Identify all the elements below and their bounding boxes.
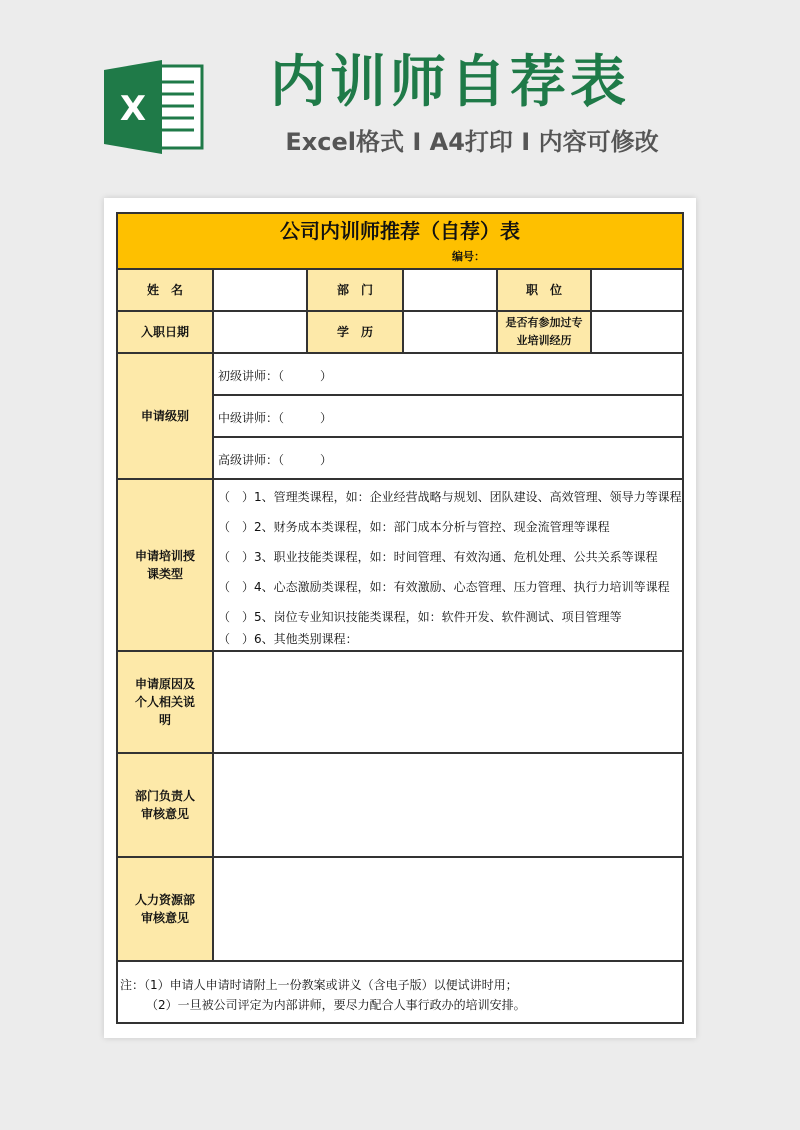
form-frame	[116, 212, 684, 1024]
position-label: 职 位	[497, 269, 591, 311]
banner	[0, 0, 800, 200]
education-label: 学 历	[307, 311, 403, 353]
dept-field[interactable]	[403, 269, 497, 311]
course-option[interactable]: （ ）5、岗位专业知识技能类课程，如：软件开发、软件测试、项目管理等	[218, 610, 622, 624]
name-label: 姓 名	[117, 269, 213, 311]
level-option-label: 初级讲师：（ ）	[218, 369, 333, 383]
course-option[interactable]: （ ）3、职业技能类课程，如：时间管理、有效沟通、危机处理、公共关系等课程	[218, 550, 658, 564]
training-exp-label: 是否有参加过专业培训经历	[497, 311, 591, 353]
training-exp-field[interactable]	[591, 311, 683, 353]
form-title: 公司内训师推荐（自荐）表	[280, 219, 520, 243]
course-option[interactable]: （ ）4、心态激励类课程，如：有效激励、心态管理、压力管理、执行力培训等课程	[218, 580, 670, 594]
level-label: 申请级别	[117, 353, 213, 479]
dept-review-field[interactable]	[213, 753, 683, 857]
course-type-label: 申请培训授课类型	[117, 479, 213, 651]
banner-subtitle: Excel格式 I A4打印 I 内容可修改	[285, 128, 659, 156]
join-date-field[interactable]	[213, 311, 307, 353]
name-field[interactable]	[213, 269, 307, 311]
note-line: 注：（1）申请人申请时请附上一份教案或讲义（含电子版）以便试讲时用；	[120, 978, 518, 992]
level-option-middle[interactable]	[213, 395, 683, 437]
reason-field[interactable]	[213, 651, 683, 753]
form-paper	[104, 198, 696, 1038]
level-option-senior[interactable]	[213, 437, 683, 479]
note-line: （2）一旦被公司评定为内部讲师，要尽力配合人事行政办的培训安排。	[146, 998, 526, 1012]
dept-review-label: 部门负责人审核意见	[117, 753, 213, 857]
excel-logo-icon	[104, 58, 204, 156]
level-option-label: 中级讲师：（ ）	[218, 411, 333, 425]
dept-label: 部 门	[307, 269, 403, 311]
course-option[interactable]: （ ）2、财务成本类课程，如：部门成本分析与管控、现金流管理等课程	[218, 520, 610, 534]
banner-title: 内训师自荐表	[270, 50, 630, 115]
join-date-label: 入职日期	[117, 311, 213, 353]
form-header	[117, 213, 683, 269]
reason-label: 申请原因及个人相关说明	[117, 651, 213, 753]
level-option-label: 高级讲师：（ ）	[218, 453, 333, 467]
hr-review-label: 人力资源部审核意见	[117, 857, 213, 961]
course-option[interactable]: （ ）1、管理类课程，如：企业经营战略与规划、团队建设、高效管理、领导力等课程	[218, 490, 682, 504]
level-option-junior[interactable]	[213, 353, 683, 395]
education-field[interactable]	[403, 311, 497, 353]
course-option[interactable]: （ ）6、其他类别课程：	[218, 632, 358, 646]
course-type-options	[213, 479, 683, 651]
hr-review-field[interactable]	[213, 857, 683, 961]
position-field[interactable]	[591, 269, 683, 311]
form-number-label: 编号：	[452, 250, 485, 263]
svg-text:X: X	[119, 89, 147, 129]
notes-box	[117, 961, 683, 1023]
